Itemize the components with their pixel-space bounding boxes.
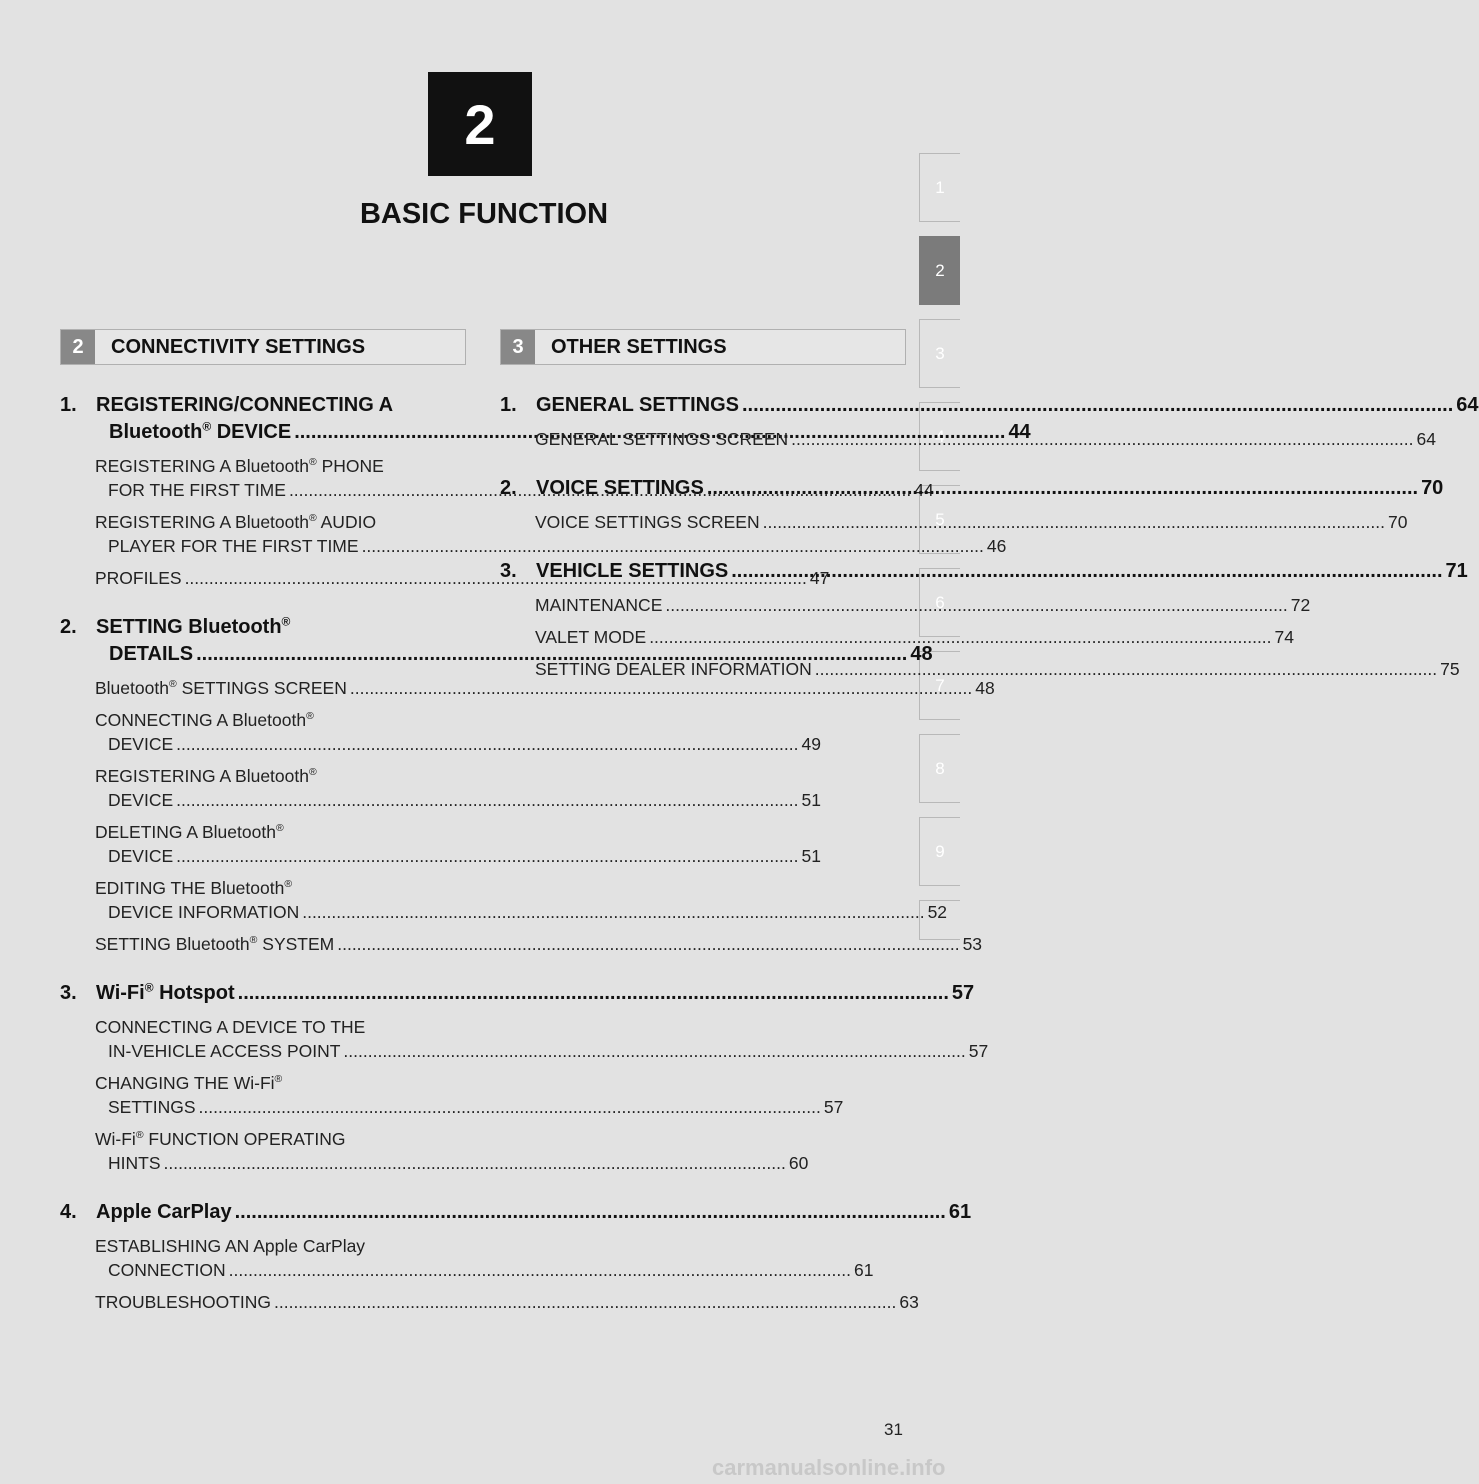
section-header xyxy=(500,329,906,365)
toc-subentry-line: Wi-Fi® FUNCTION OPERATING xyxy=(95,1129,346,1149)
toc-subentry-page: 48 xyxy=(975,678,995,698)
toc-entry-leader xyxy=(96,980,974,1007)
toc-entry-text: DETAILS xyxy=(109,643,194,665)
toc-entry-text: VOICE SETTINGS xyxy=(536,477,704,499)
toc-subentry-leader xyxy=(95,844,821,868)
leader-dots xyxy=(176,844,798,868)
chapter-tab[interactable]: 1 xyxy=(919,153,960,222)
toc-subentry-leader xyxy=(95,676,995,700)
toc-subentry-line: CHANGING THE Wi-Fi® xyxy=(95,1073,283,1093)
leader-dots xyxy=(199,1095,821,1119)
toc-subentry-text: Bluetooth® SETTINGS SCREEN xyxy=(95,678,347,698)
toc-subentry-page: 57 xyxy=(968,1041,989,1061)
toc-subentry[interactable] xyxy=(95,1234,874,1282)
toc-subentry-leader xyxy=(535,593,1311,617)
toc-entry-text xyxy=(536,475,1443,502)
toc-subentry[interactable] xyxy=(95,1015,989,1063)
leader-dots xyxy=(235,1199,946,1226)
toc-entry-leader xyxy=(536,392,1479,419)
toc-entry-number: 4. xyxy=(60,1201,77,1223)
toc-subentries xyxy=(60,1234,919,1314)
leader-dots xyxy=(791,427,1413,451)
toc-subentry[interactable] xyxy=(95,1071,844,1119)
toc-subentry-page: 75 xyxy=(1440,659,1460,679)
toc-subentry[interactable] xyxy=(95,932,983,956)
toc-subentry[interactable] xyxy=(535,657,1460,681)
toc-entry-title[interactable] xyxy=(500,392,1479,419)
toc-subentry-text: MAINTENANCE xyxy=(535,595,663,615)
toc-entry-line: REGISTERING/CONNECTING A xyxy=(96,394,394,416)
leader-dots xyxy=(343,1039,965,1063)
leader-dots xyxy=(815,657,1437,681)
toc-subentry[interactable] xyxy=(535,625,1294,649)
toc-subentry[interactable] xyxy=(95,820,821,868)
toc-entry-leader xyxy=(536,558,1468,585)
chapter-title: BASIC FUNCTION xyxy=(359,198,609,230)
toc-subentry-text: HINTS xyxy=(108,1153,161,1173)
leader-dots xyxy=(274,1290,896,1314)
toc-subentry-page: 51 xyxy=(801,790,821,810)
chapter-tab[interactable]: 3 xyxy=(919,319,960,388)
leader-dots xyxy=(665,593,1287,617)
leader-dots xyxy=(731,558,1442,585)
toc-subentry-leader xyxy=(95,1151,809,1175)
toc-subentry-line: EDITING THE Bluetooth® xyxy=(95,878,293,898)
watermark: carmanualsonline.info xyxy=(712,1455,946,1480)
toc-subentry-text: DEVICE xyxy=(108,790,174,810)
toc-entry xyxy=(60,1199,972,1314)
toc-subentry-text: DEVICE INFORMATION xyxy=(108,902,300,922)
toc-subentry-leader xyxy=(535,510,1408,534)
toc-subentry-line: REGISTERING A Bluetooth® xyxy=(95,766,317,786)
toc-entry-page: 71 xyxy=(1445,560,1468,582)
toc-entry-page: 64 xyxy=(1456,394,1479,416)
toc-entry-title[interactable] xyxy=(500,558,1468,585)
toc-subentry[interactable] xyxy=(535,510,1408,534)
toc-subentry-leader xyxy=(535,657,1460,681)
toc-subentry-leader xyxy=(95,1039,989,1063)
leader-dots xyxy=(176,788,798,812)
chapter-tab[interactable]: 7 xyxy=(919,651,960,720)
toc-subentry-page: 63 xyxy=(899,1292,919,1312)
toc-subentry-leader xyxy=(95,1290,919,1314)
toc-subentry-text: CONNECTION xyxy=(108,1260,226,1280)
toc-subentry-leader xyxy=(95,788,821,812)
toc-entry-page: 57 xyxy=(951,982,975,1004)
toc-entry xyxy=(60,980,989,1175)
toc-entry-page: 70 xyxy=(1421,477,1444,499)
leader-dots xyxy=(164,1151,786,1175)
toc-subentry[interactable] xyxy=(95,876,948,924)
toc-subentry[interactable] xyxy=(535,593,1311,617)
toc-entry-page: 61 xyxy=(948,1201,972,1223)
toc-subentry-text: DEVICE xyxy=(108,846,174,866)
toc-subentry-leader xyxy=(95,932,983,956)
toc-entry-leader xyxy=(536,475,1443,502)
toc-entry-text xyxy=(96,980,974,1007)
section-number: 2 xyxy=(61,330,95,364)
toc-entry-number: 2. xyxy=(500,477,517,499)
toc-subentry[interactable] xyxy=(95,764,821,812)
toc-subentry-text: SETTINGS xyxy=(108,1097,196,1117)
toc-subentry-leader xyxy=(95,732,821,756)
leader-dots xyxy=(229,1258,851,1282)
toc-subentries xyxy=(500,510,1408,534)
toc-entry-number: 1. xyxy=(60,394,77,416)
toc-subentry-line: ESTABLISHING AN Apple CarPlay xyxy=(95,1236,366,1256)
toc-subentry-leader xyxy=(95,1258,874,1282)
leader-dots xyxy=(763,510,1385,534)
toc-entry-text: Wi-Fi® Hotspot xyxy=(96,980,235,1004)
page-number: 31 xyxy=(884,1420,903,1439)
toc-entry-number: 2. xyxy=(60,616,77,638)
leader-dots xyxy=(707,475,1418,502)
toc-subentry-text: SETTING DEALER INFORMATION xyxy=(535,659,812,679)
toc-subentry-text: TROUBLESHOOTING xyxy=(95,1292,271,1312)
toc-entry-text: Apple CarPlay xyxy=(96,1201,232,1223)
toc-subentry-page: 51 xyxy=(801,846,821,866)
section-number: 3 xyxy=(501,330,535,364)
toc-entry-text: Bluetooth® DEVICE xyxy=(109,419,292,443)
toc-entry-number: 1. xyxy=(500,394,517,416)
toc-entry-leader xyxy=(96,1199,971,1226)
toc-subentries xyxy=(60,676,995,956)
toc-entry-title[interactable] xyxy=(60,980,975,1007)
toc-subentry-page: 64 xyxy=(1416,429,1436,449)
section-title: CONNECTIVITY SETTINGS xyxy=(111,335,366,358)
toc-entry-number: 3. xyxy=(60,982,77,1004)
chapter-number-box xyxy=(428,72,532,176)
section-title: OTHER SETTINGS xyxy=(551,335,727,358)
toc-subentry-page: 52 xyxy=(927,902,948,922)
toc-subentry-line: CONNECTING A Bluetooth® xyxy=(95,710,314,730)
toc-subentry-page: 70 xyxy=(1387,512,1408,532)
toc-subentry-page: 49 xyxy=(801,734,821,754)
toc-entry-text xyxy=(96,1199,971,1226)
toc-subentry-line: REGISTERING A Bluetooth® AUDIO xyxy=(95,512,377,532)
toc-subentry-text: VOICE SETTINGS SCREEN xyxy=(535,512,760,532)
toc-entry-line: SETTING Bluetooth® xyxy=(96,614,291,638)
toc-subentry[interactable] xyxy=(95,676,995,700)
toc-subentry-page: 47 xyxy=(809,568,830,588)
chapter-tab[interactable]: 9 xyxy=(919,817,960,886)
toc-subentry-line: DELETING A Bluetooth® xyxy=(95,822,284,842)
toc-subentry-page: 57 xyxy=(823,1097,844,1117)
chapter-tab[interactable]: 2 xyxy=(919,236,960,305)
toc-subentry-text: IN-VEHICLE ACCESS POINT xyxy=(108,1041,341,1061)
leader-dots xyxy=(649,625,1271,649)
toc-subentry-page: 61 xyxy=(853,1260,874,1280)
toc-subentry-page: 53 xyxy=(962,934,983,954)
toc-subentry-page: 60 xyxy=(788,1153,809,1173)
chapter-tab[interactable]: 6 xyxy=(919,568,960,637)
toc-entry-number: 3. xyxy=(500,560,517,582)
section-header xyxy=(60,329,466,365)
toc-entry-text: GENERAL SETTINGS xyxy=(536,394,739,416)
toc-subentries xyxy=(60,1015,989,1175)
chapter-tab[interactable]: 5 xyxy=(919,485,960,554)
toc-subentry-text: FOR THE FIRST TIME xyxy=(108,480,286,500)
toc-entry-text xyxy=(536,392,1479,419)
chapter-number: 2 xyxy=(464,92,496,156)
toc-subentry-page: 74 xyxy=(1274,627,1294,647)
toc-subentry[interactable] xyxy=(95,1127,809,1175)
toc-subentry[interactable] xyxy=(95,1290,919,1314)
toc-subentry-text: PLAYER FOR THE FIRST TIME xyxy=(108,536,359,556)
toc-subentry-line: CONNECTING A DEVICE TO THE xyxy=(95,1017,366,1037)
toc-subentry-page: 46 xyxy=(986,536,1007,556)
toc-entry-page: 44 xyxy=(1008,421,1031,443)
toc-subentry[interactable] xyxy=(95,708,821,756)
chapter-tab[interactable]: 4 xyxy=(919,402,960,471)
toc-subentry-leader xyxy=(95,900,948,924)
toc-subentry-page: 44 xyxy=(914,480,934,500)
toc-entry-title[interactable] xyxy=(60,1199,972,1226)
leader-dots xyxy=(302,900,924,924)
toc-subentry-text: DEVICE xyxy=(108,734,174,754)
toc-entry-page: 48 xyxy=(910,643,933,665)
toc-subentry-text: GENERAL SETTINGS SCREEN xyxy=(535,429,789,449)
leader-dots xyxy=(337,932,959,956)
toc-subentry-leader xyxy=(535,625,1294,649)
toc-subentry-leader xyxy=(95,1095,844,1119)
toc-entry-text: VEHICLE SETTINGS xyxy=(536,560,729,582)
leader-dots xyxy=(238,980,949,1007)
chapter-tab[interactable]: 8 xyxy=(919,734,960,803)
leader-dots xyxy=(176,732,798,756)
toc-entry-text xyxy=(536,558,1468,585)
toc-subentry-leader xyxy=(95,534,1007,558)
toc-subentry-text: VALET MODE xyxy=(535,627,647,647)
toc-subentry-line: REGISTERING A Bluetooth® PHONE xyxy=(95,456,384,476)
toc-subentry-text: SETTING Bluetooth® SYSTEM xyxy=(95,934,335,954)
leader-dots xyxy=(742,392,1453,419)
toc-subentry-page: 72 xyxy=(1290,595,1311,615)
toc-subentry-text: PROFILES xyxy=(95,568,182,588)
